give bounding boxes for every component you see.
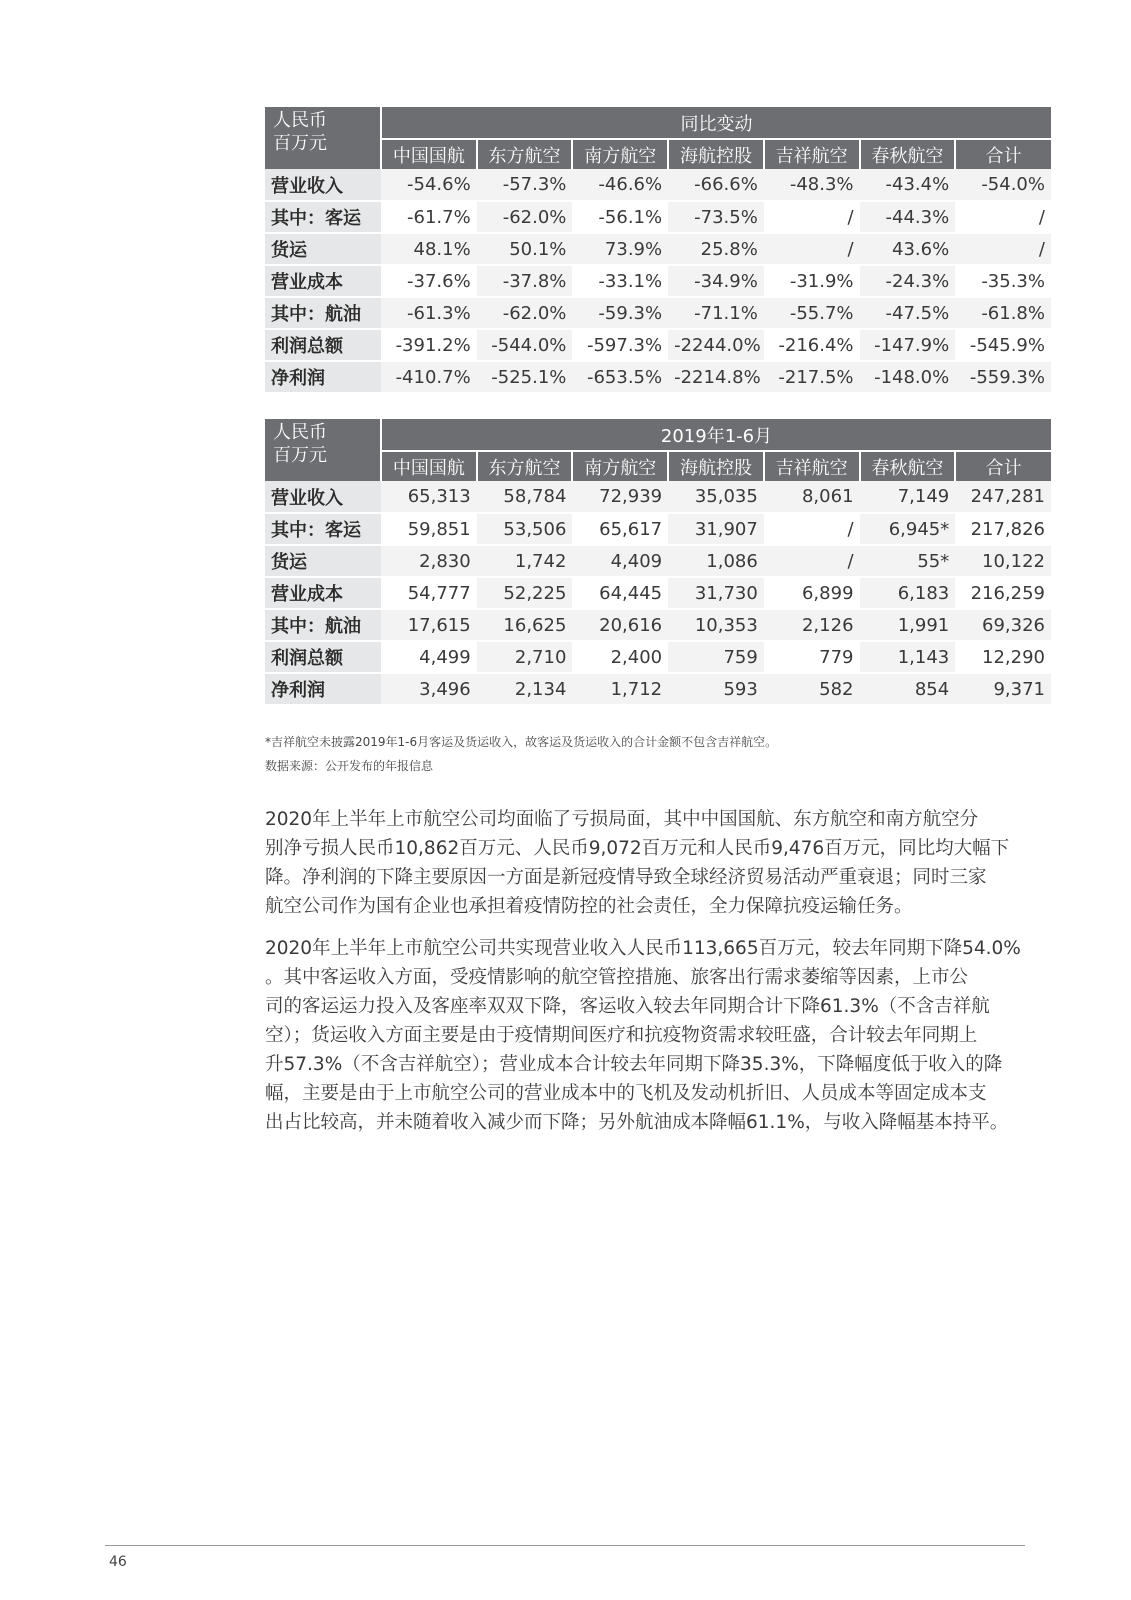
table-row [265,545,1051,577]
table-cell: 8,061 [764,481,860,513]
column-header: 春秋航空 [860,451,956,481]
table-cell: 10,353 [668,609,764,641]
table-cell: 779 [764,641,860,673]
table-cell: 65,617 [572,513,668,545]
table-cell: -44.3% [860,201,956,233]
text-line: 别净亏损人民币10,862百万元、人民币9,072百万元和人民币9,476百万元，同比均大幅下 [265,838,1010,859]
column-header: 南方航空 [572,139,668,169]
table-cell: -46.6% [572,169,668,201]
text-line: 幅，主要是由于上市航空公司的营业成本中的飞机及发动机折旧、人员成本等固定成本支 [265,1083,987,1104]
table-cell: / [955,201,1051,233]
table-cell: 1,712 [572,673,668,705]
table-cell: 854 [860,673,956,705]
table-cell: -61.3% [381,297,477,329]
table-cell: 59,851 [381,513,477,545]
column-header: 合计 [955,139,1051,169]
table-cell: -2244.0% [668,329,764,361]
table-cell: 2,830 [381,545,477,577]
table-cell: / [764,513,860,545]
table-cell: 2,126 [764,609,860,641]
table-cell: / [764,233,860,265]
table-cell: 31,730 [668,577,764,609]
table-row [265,641,1051,673]
table-cell: -61.8% [955,297,1051,329]
row-label: 其中：航油 [265,297,381,329]
table-cell: 7,149 [860,481,956,513]
table-cell: 1,991 [860,609,956,641]
column-header: 春秋航空 [860,139,956,169]
text-line: 2020年上半年上市航空公司均面临了亏损局面，其中中国国航、东方航空和南方航空分 [265,809,979,830]
table-cell: -545.9% [955,329,1051,361]
table-cell: -57.3% [477,169,573,201]
table-cell: 4,409 [572,545,668,577]
table-cell: -653.5% [572,361,668,393]
table-row [265,265,1051,297]
table-cell: -62.0% [477,297,573,329]
table-row [265,673,1051,705]
row-label: 净利润 [265,673,381,705]
row-label: 营业成本 [265,265,381,297]
row-label: 货运 [265,233,381,265]
table-cell: -597.3% [572,329,668,361]
table-cell: -34.9% [668,265,764,297]
text-line: 出占比较高，并未随着收入减少而下降；另外航油成本降幅61.1%，与收入降幅基本持平。 [265,1112,1009,1133]
table-cell: / [955,233,1051,265]
table-cell: 6,899 [764,577,860,609]
table-cell: 64,445 [572,577,668,609]
table-cell: 72,939 [572,481,668,513]
table-cell: -54.6% [381,169,477,201]
text-line: 2020年上半年上市航空公司共实现营业收入人民币113,665百万元，较去年同期下降54.0% [265,938,1021,959]
table-cell: 52,225 [477,577,573,609]
table-row [265,361,1051,393]
unit-header [265,107,381,169]
table-cell: -59.3% [572,297,668,329]
table-cell: -33.1% [572,265,668,297]
table-cell: 55* [860,545,956,577]
table-cell: 53,506 [477,513,573,545]
table-cell: 2,134 [477,673,573,705]
table-cell: -2214.8% [668,361,764,393]
table-cell: -35.3% [955,265,1051,297]
table-row [265,233,1051,265]
table-cell: -73.5% [668,201,764,233]
table-cell: 3,496 [381,673,477,705]
row-label: 净利润 [265,361,381,393]
table-cell: -217.5% [764,361,860,393]
table-cell: 1,742 [477,545,573,577]
unit-line1: 人民币 [273,422,327,443]
yoy-change-table [265,107,1051,394]
paragraph-2 [265,934,1025,1137]
table-cell: -48.3% [764,169,860,201]
table-cell: -71.1% [668,297,764,329]
data-source: 数据来源：公开发布的年报信息 [265,759,434,773]
table-cell: -31.9% [764,265,860,297]
table-cell: -559.3% [955,361,1051,393]
text-line: 空）；货运收入方面主要是由于疫情期间医疗和抗疫物资需求较旺盛，合计较去年同期上 [265,1025,978,1046]
table-cell: 593 [668,673,764,705]
table-cell: -66.6% [668,169,764,201]
table-cell: -148.0% [860,361,956,393]
text-line: 降。净利润的下降主要原因一方面是新冠疫情导致全球经济贸易活动严重衰退；同时三家 [265,867,987,888]
column-header: 东方航空 [477,139,573,169]
text-line: 。其中客运收入方面，受疫情影响的航空管控措施、旅客出行需求萎缩等因素，上市公 [265,967,969,988]
column-header: 合计 [955,451,1051,481]
table-cell: 73.9% [572,233,668,265]
unit-header [265,419,381,481]
footer-rule [105,1545,1025,1546]
table-row [265,481,1051,513]
table-cell: 1,086 [668,545,764,577]
table-cell: -47.5% [860,297,956,329]
table-cell: 9,371 [955,673,1051,705]
table-cell: -62.0% [477,201,573,233]
text-line: 司的客运运力投入及客座率双双下降，客运收入较去年同期合计下降61.3%（不含吉祥航 [265,996,990,1017]
table-cell: 35,035 [668,481,764,513]
table-cell: 247,281 [955,481,1051,513]
row-label: 其中：客运 [265,201,381,233]
footnote: *吉祥航空未披露2019年1-6月客运及货运收入，故客运及货运收入的合计金额不包含吉祥航空。 [265,735,778,749]
table-cell: -410.7% [381,361,477,393]
table-cell: 217,826 [955,513,1051,545]
row-label: 货运 [265,545,381,577]
row-label: 营业收入 [265,481,381,513]
table-cell: -37.8% [477,265,573,297]
unit-line2: 百万元 [273,445,327,466]
column-header: 吉祥航空 [764,451,860,481]
unit-line1: 人民币 [273,110,327,131]
table-cell: -216.4% [764,329,860,361]
column-header: 南方航空 [572,451,668,481]
table-row [265,297,1051,329]
table-cell: 6,183 [860,577,956,609]
table-cell: 50.1% [477,233,573,265]
table-cell: 43.6% [860,233,956,265]
table-cell: -61.7% [381,201,477,233]
column-header: 海航控股 [668,451,764,481]
table-cell: 2,400 [572,641,668,673]
unit-line2: 百万元 [273,133,327,154]
row-label: 利润总额 [265,641,381,673]
table-cell: -54.0% [955,169,1051,201]
table-cell: 48.1% [381,233,477,265]
table-cell: 20,616 [572,609,668,641]
table-cell: -37.6% [381,265,477,297]
table-cell: -391.2% [381,329,477,361]
table-cell: 58,784 [477,481,573,513]
table-cell: -147.9% [860,329,956,361]
table-cell: / [764,545,860,577]
table-cell: 25.8% [668,233,764,265]
table-cell: 65,313 [381,481,477,513]
table-row [265,609,1051,641]
table-cell: 4,499 [381,641,477,673]
table-cell: 6,945* [860,513,956,545]
table-cell: -525.1% [477,361,573,393]
row-label: 利润总额 [265,329,381,361]
table-row [265,201,1051,233]
table-row [265,513,1051,545]
table-cell: -24.3% [860,265,956,297]
text-line: 航空公司作为国有企业也承担着疫情防控的社会责任，全力保障抗疫运输任务。 [265,896,913,917]
table-row [265,329,1051,361]
paragraph-1 [265,805,1025,921]
column-header: 海航控股 [668,139,764,169]
table-row [265,169,1051,201]
table-cell: 10,122 [955,545,1051,577]
row-label: 其中：客运 [265,513,381,545]
table-cell: -56.1% [572,201,668,233]
column-header: 中国国航 [381,451,477,481]
table-cell: 12,290 [955,641,1051,673]
h1-2019-table [265,419,1051,706]
column-header: 吉祥航空 [764,139,860,169]
table-cell: 17,615 [381,609,477,641]
text-line: 升57.3%（不含吉祥航空）；营业成本合计较去年同期下降35.3%，下降幅度低于收入的降 [265,1054,1003,1075]
row-label: 其中：航油 [265,609,381,641]
table-cell: -544.0% [477,329,573,361]
column-header: 中国国航 [381,139,477,169]
table-cell: -43.4% [860,169,956,201]
row-label: 营业成本 [265,577,381,609]
table-cell: 1,143 [860,641,956,673]
table-cell: 31,907 [668,513,764,545]
table-cell: 2,710 [477,641,573,673]
table-cell: 69,326 [955,609,1051,641]
table-row [265,577,1051,609]
table-cell: / [764,201,860,233]
table-cell: -55.7% [764,297,860,329]
table-cell: 759 [668,641,764,673]
page-number: 46 [109,1554,127,1570]
span-title: 2019年1-6月 [381,419,1051,451]
column-header: 东方航空 [477,451,573,481]
table-cell: 54,777 [381,577,477,609]
table-cell: 582 [764,673,860,705]
table-cell: 16,625 [477,609,573,641]
span-title: 同比变动 [381,107,1051,139]
table-cell: 216,259 [955,577,1051,609]
row-label: 营业收入 [265,169,381,201]
